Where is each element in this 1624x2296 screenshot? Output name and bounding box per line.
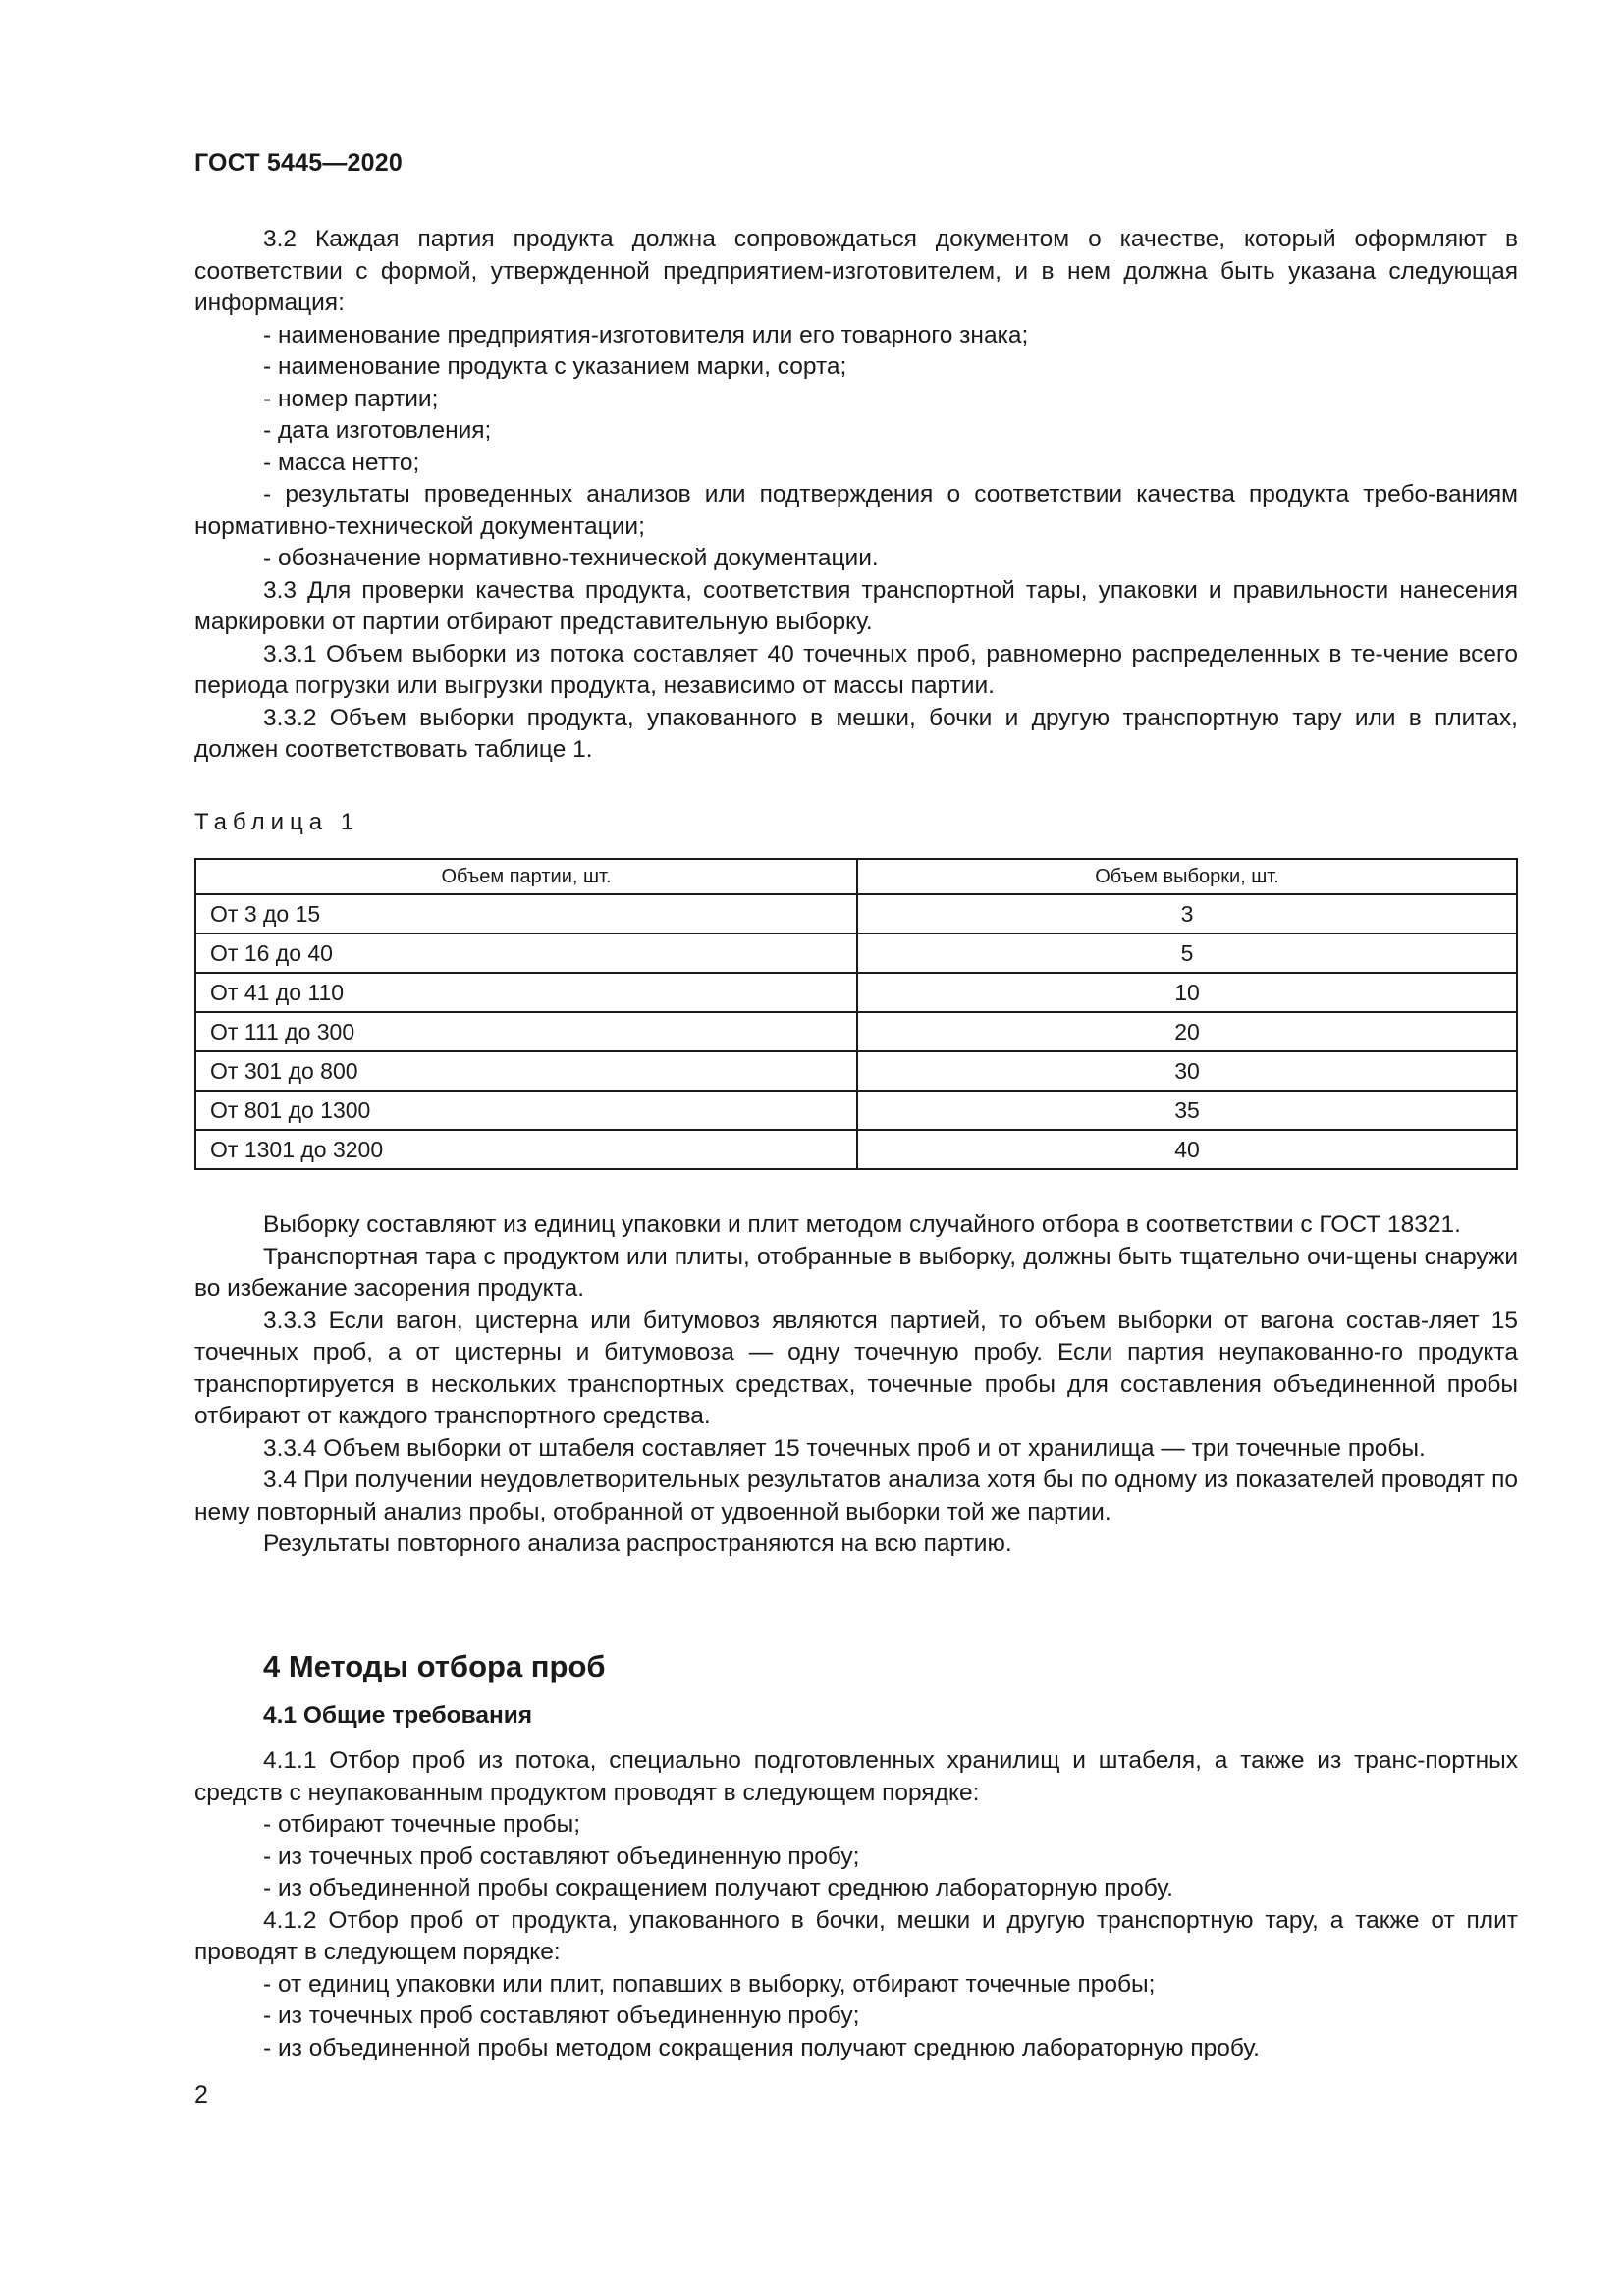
section-4-title: 4 Методы отбора проб: [263, 1649, 606, 1683]
paragraph-3-4: 3.4 При получении неудовлетворительных результатов анализа хотя бы по одному из показателей проводят по нему повторный анализ пробы, отобранной от удвоенной выборки той же партии.: [194, 1467, 1518, 1525]
list-item: - результаты проведенных анализов или подтверждения о соответствии качества продукта требо-ваниям нормативно-технической документации;: [194, 481, 1518, 540]
lot-size-cell: От 3 до 15: [195, 894, 857, 934]
lot-size-cell: От 16 до 40: [195, 934, 857, 973]
list-item: - обозначение нормативно-технической документации.: [263, 545, 879, 571]
column-header-sample-size: Объем выборки, шт.: [857, 859, 1517, 894]
list-item: - наименование предприятия-изготовителя или его товарного знака;: [263, 321, 1029, 348]
paragraph-3-3: 3.3 Для проверки качества продукта, соответствия транспортной тары, упаковки и правильности нанесения маркировки от партии отбирают представительную выборку.: [194, 576, 1518, 635]
table-row: [195, 1051, 1517, 1091]
paragraph-4-1-1: 4.1.1 Отбор проб из потока, специально подготовленных хранилищ и штабеля, а также из транс-портных средств с неупакованным продуктом проводят в следующем порядке:: [194, 1747, 1518, 1806]
lot-size-cell: От 301 до 800: [195, 1051, 857, 1091]
list-item: - масса нетто;: [263, 449, 420, 476]
list-item: - из точечных проб составляют объединенную пробу;: [263, 1842, 860, 1870]
paragraph-3-4-repeat: Результаты повторного анализа распространяются на всю партию.: [263, 1530, 1012, 1557]
table-row: [195, 1130, 1517, 1169]
table-row: [195, 934, 1517, 973]
paragraph-random-sampling: Выборку составляют из единиц упаковки и плит методом случайного отбора в соответствии с ГОСТ 18321.: [263, 1211, 1461, 1238]
sample-size-cell: 35: [857, 1091, 1517, 1130]
list-item: - от единиц упаковки или плит, попавших в выборку, отбирают точечные пробы;: [263, 1970, 1156, 1998]
sample-size-cell: 3: [857, 894, 1517, 934]
sample-size-cell: 30: [857, 1051, 1517, 1091]
paragraph-4-1-2: 4.1.2 Отбор проб от продукта, упакованного в бочки, мешки и другую транспортную тару, а также от плит проводят в следующем порядке:: [194, 1906, 1518, 1965]
table-row: [195, 973, 1517, 1012]
sample-size-cell: 10: [857, 973, 1517, 1012]
table-caption: Таблица 1: [194, 809, 360, 835]
page-number: 2: [194, 2081, 208, 2109]
lot-size-cell: От 41 до 110: [195, 973, 857, 1012]
section-3-text: [194, 224, 1518, 767]
paragraph-3-3-1: 3.3.1 Объем выборки из потока составляет 40 точечных проб, равномерно распределенных в те-чение всего периода погрузки или выгрузки продукта, независимо от массы партии.: [194, 640, 1518, 699]
list-item: - номер партии;: [263, 385, 439, 412]
paragraph-container-cleaning: Транспортная тара с продуктом или плиты, отобранные в выборку, должны быть тщательно очи-щены снаружи во избежание засорения продукта.: [194, 1243, 1518, 1302]
section-4-text: [194, 1745, 1518, 2064]
paragraph-3-2: 3.2 Каждая партия продукта должна сопровождаться документом о качестве, который оформляют в соответствии с формой, утвержденной предприятием-изготовителем, и в нем должна быть указана следующая информация:: [194, 226, 1518, 316]
list-item: - отбирают точечные пробы;: [263, 1811, 581, 1838]
sample-size-table: [194, 858, 1518, 1170]
column-header-lot-size: Объем партии, шт.: [195, 859, 857, 894]
document-header-id: ГОСТ 5445—2020: [194, 149, 403, 177]
list-item: - из объединенной пробы сокращением получают среднюю лабораторную пробу.: [263, 1875, 1173, 1901]
list-item: - дата изготовления;: [263, 417, 492, 444]
lot-size-cell: От 1301 до 3200: [195, 1130, 857, 1169]
list-item: - из объединенной пробы методом сокращения получают среднюю лабораторную пробу.: [263, 2034, 1260, 2061]
sample-size-cell: 20: [857, 1012, 1517, 1051]
after-table-text: [194, 1209, 1518, 1561]
lot-size-cell: От 801 до 1300: [195, 1091, 857, 1130]
sample-size-cell: 5: [857, 934, 1517, 973]
lot-size-cell: От 111 до 300: [195, 1012, 857, 1051]
table-row: [195, 1012, 1517, 1051]
list-item: - из точечных проб составляют объединенную пробу;: [263, 2002, 860, 2029]
paragraph-3-3-3: 3.3.3 Если вагон, цистерна или битумовоз являются партией, то объем выборки от вагона состав-ляет 15 точечных проб, а от цистерны и битумовоза — одну точечную пробу. Если партия неупакованно-го продукта транспортируется в нескольких транспортных средствах, точечные пробы для составления объединенной пробы отбирают от каждого транспортного средства.: [194, 1307, 1518, 1429]
table-header-row: [195, 859, 1517, 894]
subsection-4-1-title: 4.1 Общие требования: [263, 1702, 533, 1729]
paragraph-3-3-4: 3.3.4 Объем выборки от штабеля составляет 15 точечных проб и от хранилища — три точечные пробы.: [263, 1434, 1426, 1462]
sample-size-cell: 40: [857, 1130, 1517, 1169]
table-row: [195, 894, 1517, 934]
paragraph-3-3-2: 3.3.2 Объем выборки продукта, упакованного в мешки, бочки и другую транспортную тару или в плитах, должен соответствовать таблице 1.: [194, 704, 1518, 763]
table-row: [195, 1091, 1517, 1130]
list-item: - наименование продукта с указанием марки, сорта;: [263, 353, 847, 380]
